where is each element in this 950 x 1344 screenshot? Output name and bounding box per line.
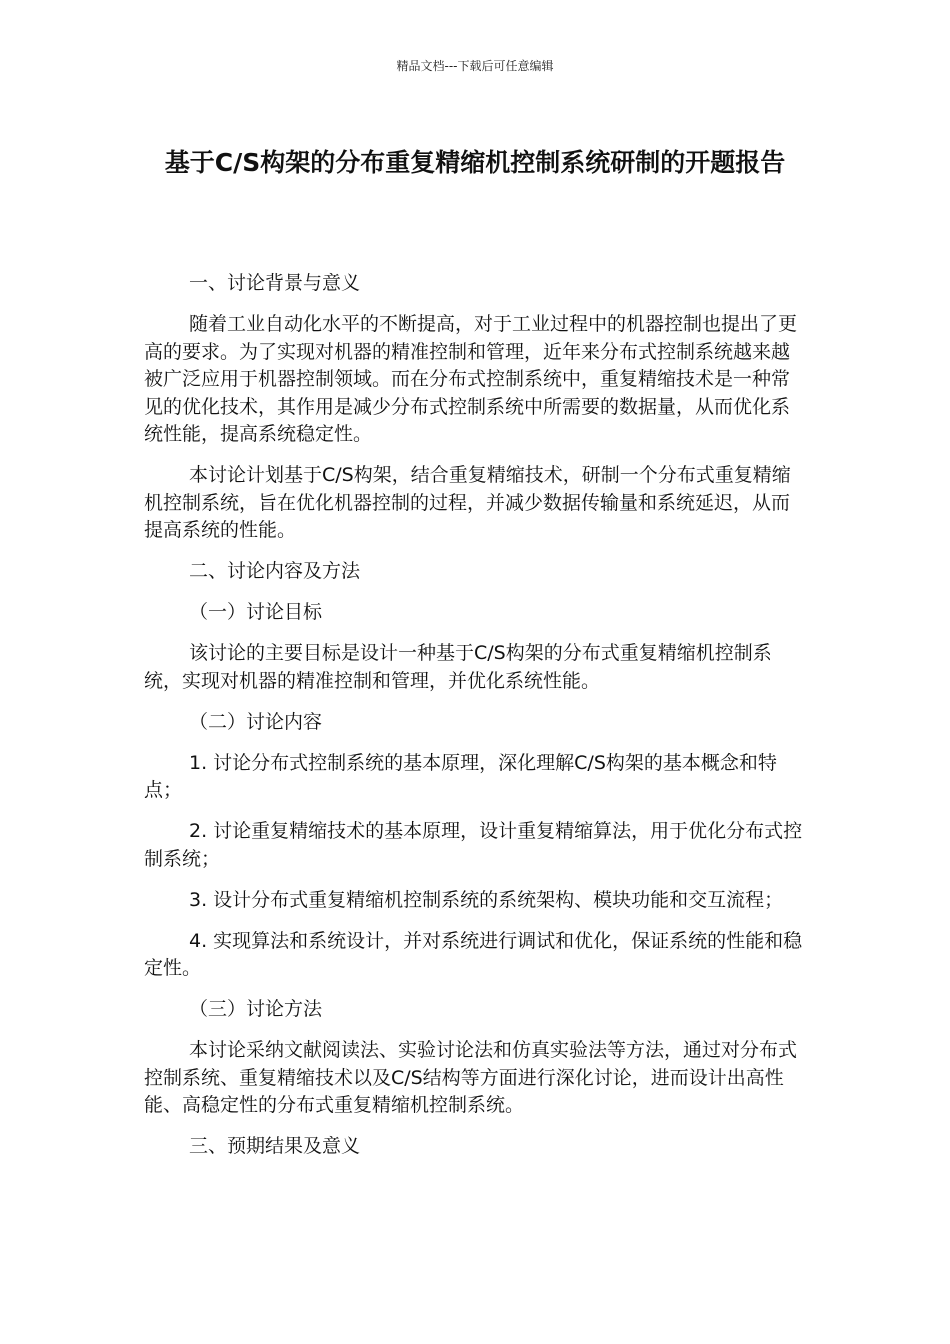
list-item-content-2: 2. 讨论重复精缩技术的基本原理，设计重复精缩算法，用于优化分布式控制系统； [144, 820, 803, 870]
paragraph-background-2: 本讨论计划基于C/S构架，结合重复精缩技术，研制一个分布式重复精缩机控制系统，旨在优化机器控制的过程，并减少数据传输量和系统延迟，从而提高系统的性能。 [144, 464, 791, 541]
section-heading-background: 一、讨论背景与意义 [189, 272, 361, 294]
list-item-content-3: 3. 设计分布式重复精缩机控制系统的系统架构、模块功能和交互流程； [189, 888, 784, 911]
list-item-content-1: 1. 讨论分布式控制系统的基本原理，深化理解C/S构架的基本概念和特点； [144, 751, 777, 801]
section-heading-content-method: 二、讨论内容及方法 [189, 560, 361, 582]
section-heading-expected-results: 三、预期结果及意义 [189, 1135, 361, 1157]
subheading-method: （三）讨论方法 [189, 998, 323, 1020]
subheading-goal: （一）讨论目标 [189, 601, 323, 623]
subheading-content: （二）讨论内容 [189, 710, 323, 733]
document-title: 基于C/S构架的分布重复精缩机控制系统研制的开题报告 [164, 148, 786, 177]
list-item-content-4: 4. 实现算法和系统设计，并对系统进行调试和优化，保证系统的性能和稳定性。 [144, 929, 803, 979]
paragraph-background-1: 随着工业自动化水平的不断提高，对于工业过程中的机器控制也提出了更高的要求。为了实现对机器的精准控制和管理，近年来分布式控制系统越来越被广泛应用于机器控制领域。而在分布式控制系统中，重复精缩技术是一种常见的优化技术，其作用是减少分布式控制系统中所需要的数据量，从而优化系统性能，提高系统稳定性。 [144, 313, 798, 445]
document-body [144, 270, 804, 1161]
header-note: 精品文档---下载后可任意编辑 [396, 59, 554, 73]
paragraph-goal: 该讨论的主要目标是设计一种基于C/S构架的分布式重复精缩机控制系统，实现对机器的精准控制和管理，并优化系统性能。 [144, 642, 772, 692]
paragraph-method: 本讨论采纳文献阅读法、实验讨论法和仿真实验法等方法，通过对分布式控制系统、重复精缩技术以及C/S结构等方面进行深化讨论，进而设计出高性能、高稳定性的分布式重复精缩机控制系统。 [144, 1039, 798, 1116]
